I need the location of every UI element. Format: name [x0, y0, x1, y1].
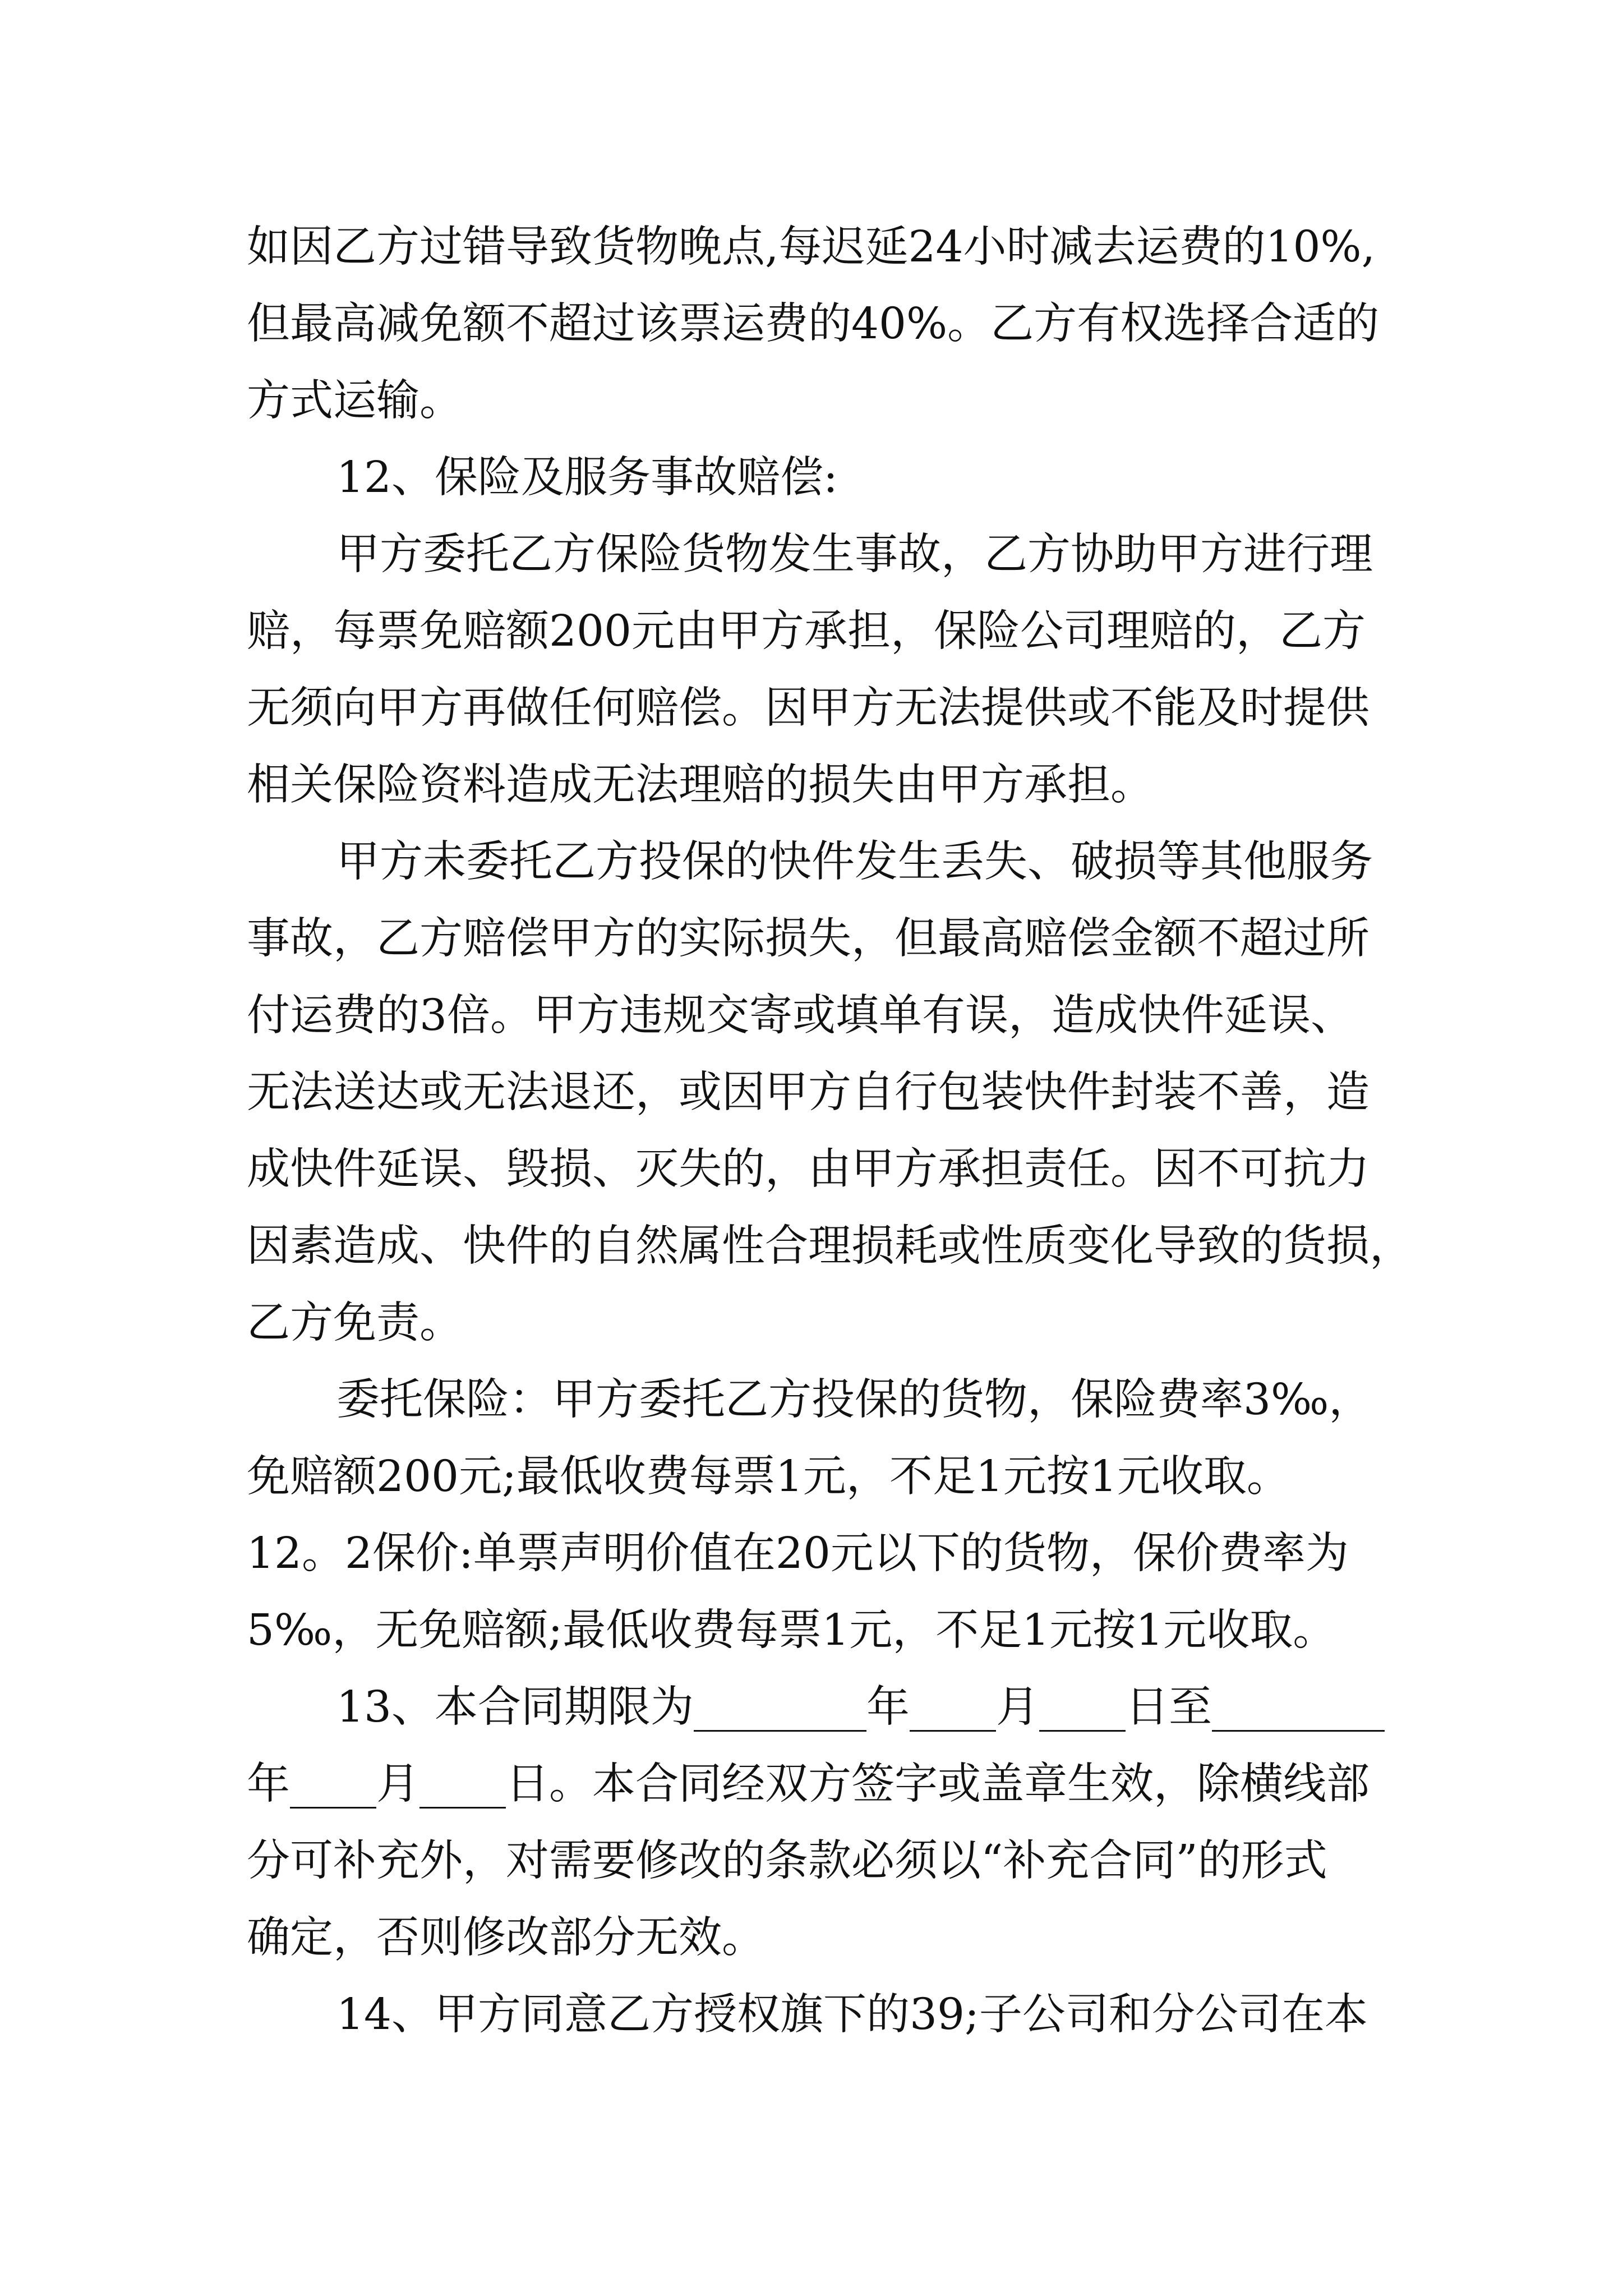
text-line: 免赔额200元;最低收费每票1元，不足1元按1元收取。 — [247, 1452, 1290, 1502]
text-line: 委托保险：甲方委托乙方投保的货物，保险费率3‰， — [336, 1375, 1372, 1425]
section-heading-14: 14、甲方同意乙方授权旗下的39;子公司和分公司在本 — [336, 1990, 1368, 2040]
text-line: 无须向甲方再做任何赔偿。因甲方无法提供或不能及时提供 — [247, 683, 1370, 733]
text-line: 甲方委托乙方保险货物发生事故，乙方协助甲方进行理 — [336, 530, 1373, 579]
text-line: 年____月____日。本合同经双方签字或盖章生效，除横线部 — [247, 1759, 1370, 1809]
text-line: 确定，否则修改部分无效。 — [247, 1913, 765, 1963]
text-line: 5‰，无免赔额;最低收费每票1元，不足1元按1元收取。 — [247, 1605, 1336, 1655]
text-line: 分可补充外，对需要修改的条款必须以“补充合同”的形式 — [247, 1836, 1327, 1886]
text-line: 如因乙方过错导致货物晚点,每迟延24小时减去运费的10%, — [247, 222, 1376, 272]
section-heading-13: 13、本合同期限为________年____月____日至________ — [336, 1682, 1385, 1732]
text-line: 但最高减免额不超过该票运费的40%。乙方有权选择合适的 — [247, 299, 1380, 349]
text-line: 相关保险资料造成无法理赔的损失由甲方承担。 — [247, 760, 1154, 810]
text-line: 无法送达或无法退还，或因甲方自行包装快件封装不善，造 — [247, 1068, 1370, 1117]
text-line: 成快件延误、毁损、灭失的，由甲方承担责任。因不可抗力 — [247, 1144, 1370, 1194]
text-line: 赔，每票免赔额200元由甲方承担，保险公司理赔的，乙方 — [247, 606, 1366, 656]
text-line: 事故，乙方赔偿甲方的实际损失，但最高赔偿金额不超过所 — [247, 914, 1370, 964]
text-line: 付运费的3倍。甲方违规交寄或填单有误，造成快件延误、 — [247, 991, 1354, 1041]
text-line: 甲方未委托乙方投保的快件发生丢失、破损等其他服务 — [336, 837, 1373, 887]
contract-text — [247, 209, 1430, 2053]
text-line: 因素造成、快件的自然属性合理损耗或性质变化导致的货损， — [247, 1221, 1413, 1271]
text-line: 方式运输。 — [247, 376, 463, 426]
section-heading-12: 12、保险及服务事故赔偿: — [336, 453, 838, 503]
text-line: 12。2保价:单票声明价值在20元以下的货物，保价费率为 — [247, 1529, 1349, 1579]
text-line: 乙方免责。 — [247, 1298, 463, 1348]
